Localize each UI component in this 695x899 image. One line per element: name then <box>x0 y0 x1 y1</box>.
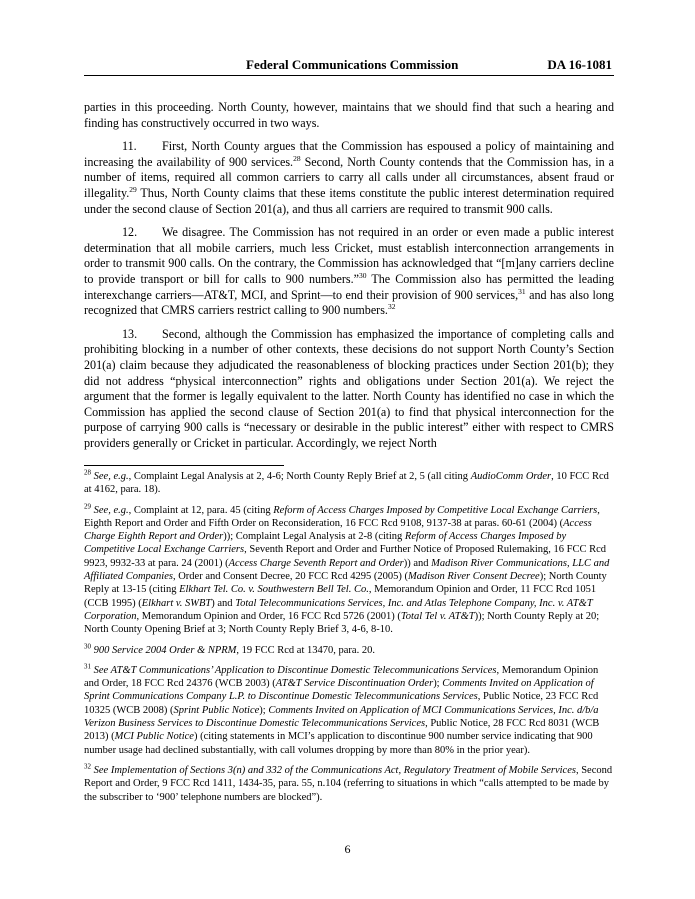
paragraph-12: 12. We disagree. The Commission has not required in an order or even made a public interest determination that all mobile carriers, much less Cricket, must establish interconnection arrangements in order to transmit 900 calls. On the contrary, the Commission has acknowledged that “[m]any carriers decline to provide transport or bill for calls to 900 numbers.”$^{30}$ The Commission also has permitted the leading interexchange carriers—AT&T, MCI, and Sprint—to end their provision of 900 services,$^{31}$ and has also long recognized that CMRS carriers restrict calling to 900 numbers.$^{32}$ <box>84 225 614 318</box>
paragraph-number: 12. <box>122 225 138 240</box>
header-title: Federal Communications Commission <box>246 57 459 72</box>
page-header <box>84 57 614 75</box>
footnote-28: $^{28}$ See, e.g., Complaint Legal Analysis at 2, 4-6; North County Reply Brief at 2, 5 (all citing AudioComm Order, 10 FCC Rcd at 4162, para. 18). <box>84 468 609 496</box>
paragraph-number: 13. <box>122 326 138 341</box>
footnote-29: $^{29}$ See, e.g., Complaint at 12, para. 45 (citing Reform of Access Charges Imposed by Competitive Local Exchange Carriers, Eighth Report and Order and Fifth Order on Reconsideration, 16 FCC Rcd 9108, 9137-38 at paras. 60-61 (2004) (Access Charge Eighth Report and Order)); Complaint Legal Analysis at 2-8 (citing Reform of Access Charges Imposed by Competitive Local Exchange Carriers, Seventh Report and Order and Further Notice of Proposed Rulemaking, 16 FCC Rcd 9923, 9932-33 at para. 24 (2001) (Access Charge Seventh Report and Order)) and Madison River Communications, LLC and Affiliated Companies, Order and Consent Decree, 20 FCC Rcd 4295 (2005) (Madison River Consent Decree); North County Reply at 13-15 (citing Elkhart Tel. Co. v. Southwestern Bell Tel. Co., Memorandum Opinion and Order, 11 FCC Rcd 1051 (CCB 1995) (Elkhart v. SWBT) and Total Telecommunications Services, Inc. and Atlas Telephone Company, Inc. v. AT&T Corporation, Memorandum Opinion and Order, 16 FCC Rcd 5726 (2001) (Total Tel v. AT&T)); North County Reply at 20; North County Opening Brief at 3; North County Reply Brief 3, 4-6, 8-10. <box>84 502 610 636</box>
body-text <box>84 100 614 459</box>
footnotes <box>84 470 614 811</box>
footnote-31: $^{31}$ See AT&T Communications’ Application to Discontinue Domestic Telecommunications Services, Memorandum Opinion and Order, 18 FCC Rcd 24376 (WCB 2003) (AT&T Service Discontinuation Order); Comments Invited on Application of Sprint Communications Company L.P. to Discontinue Domestic Telecommunications Services, Public Notice, 23 FCC Rcd 10325 (WCB 2008) (Sprint Public Notice); Comments Invited on Application of MCI Communications Services, Inc. d/b/a Verizon Business Services to Discontinue Domestic Telecommunications Services, Public Notice, 28 FCC Rcd 8031 (WCB 2013) (MCI Public Notice) (citing statements in MCI’s application to discontinue 900 number service indicating that 900 number usage had declined substantially, with call volumes dropping by more than 80% in the prior year). <box>84 662 600 756</box>
paragraph-13: 13. Second, although the Commission has emphasized the importance of completing calls and prohibiting blocking in a number of other contexts, these decisions do not support North County’s Section 201(a) claim because they adjudicated the reasonableness of blocking practices under Section 201(b); they did not address “physical interconnection” rights and obligations under Section 201(a). We reject the argument that the former is legally equivalent to the latter. North County has identified no case in which the Commission has applied the second clause of Section 201(a) to find that physical interconnection for the purpose of carrying 900 calls is “necessary or desirable in the public interest” either with respect to CMRS providers generally or Cricket in particular. Accordingly, we reject North <box>84 326 614 450</box>
page-number: 6 <box>344 842 351 856</box>
header-docket-number: DA 16-1081 <box>547 57 612 72</box>
footnote-ref: 32 <box>387 302 396 312</box>
footnote-ref: 31 <box>518 286 526 296</box>
footnote-ref: 28 <box>293 153 301 163</box>
header-rule <box>84 75 614 76</box>
footnote-ref: 30 <box>358 270 367 280</box>
footnote-30: $^{30}$ 900 Service 2004 Order & NPRM, 19 FCC Rcd at 13470, para. 20. <box>84 642 375 656</box>
paragraph-11: 11. First, North County argues that the Commission has espoused a policy of maintaining and increasing the availability of 900 services.$^{28}$ Second, North County contends that the Commission has, in a number of items, required all common carriers to carry all calls under all circumstances, absent fraud or illegality.$^{29}$ Thus, North County claims that these items constitute the public interest determination required under the second clause of Section 201(a), and thus all carriers are required to transmit 900 calls. <box>84 139 614 216</box>
paragraph-continuation: parties in this proceeding. North County, however, maintains that we should find that such a hearing and finding has constructively occurred in two ways. <box>84 100 614 130</box>
footnote-ref: 29 <box>129 184 137 194</box>
paragraph-number: 11. <box>122 139 137 154</box>
footnote-32: $^{32}$ See Implementation of Sections 3(n) and 332 of the Communications Act, Regulatory Treatment of Mobile Services, Second Report and Order, 9 FCC Rcd 1411, 1434-35, para. 55, n.104 (referring to situations in which “calls attempted to be made by the subscriber to ‘900’ telephone numbers are blocked”). <box>84 762 613 803</box>
footnote-separator <box>84 465 284 466</box>
